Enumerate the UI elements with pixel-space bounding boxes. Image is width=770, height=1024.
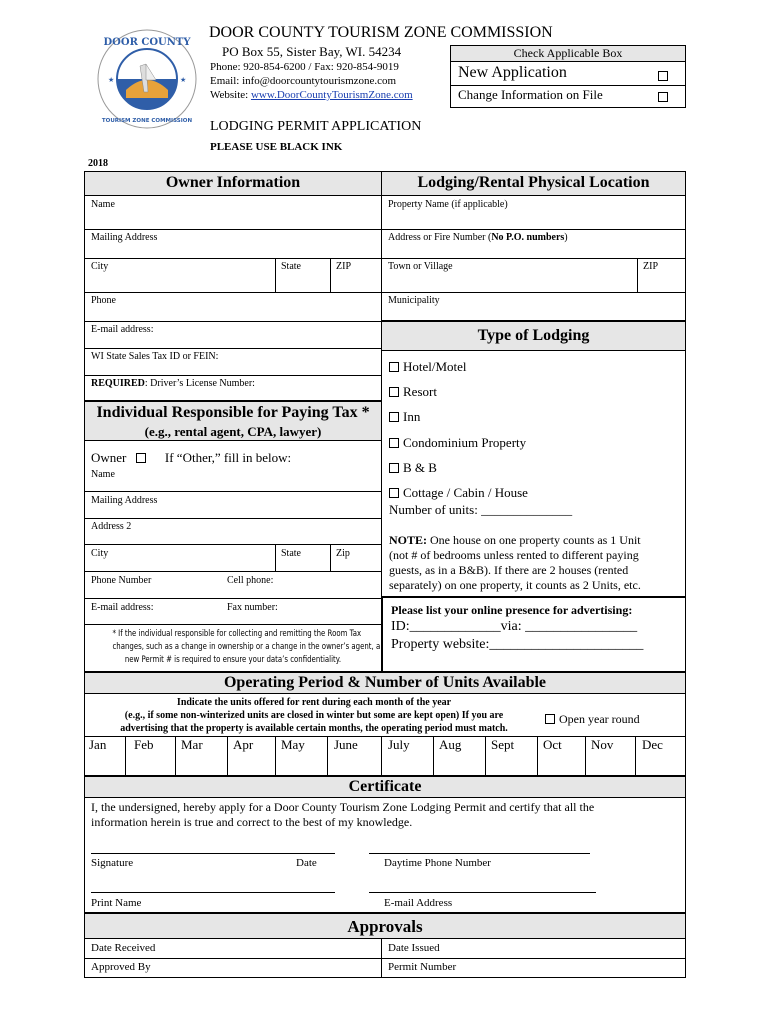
month-nov[interactable]: [586, 736, 636, 776]
form-year: 2018: [88, 158, 108, 169]
bnb-label: B & B: [403, 460, 437, 475]
month-may[interactable]: [276, 736, 328, 776]
logo-text-bottom: TOURISM ZONE COMMISSION: [101, 118, 193, 124]
month-oct[interactable]: [538, 736, 586, 776]
logo: [96, 28, 198, 130]
approved-by-field[interactable]: Approved By: [91, 961, 151, 973]
open-year-round-label: Open year round: [559, 712, 640, 726]
month-label: Apr: [233, 737, 254, 752]
inn-label: Inn: [403, 409, 421, 424]
month-label: May: [281, 737, 305, 752]
org-phone-fax: Phone: 920-854-6200 / Fax: 920-854-9019: [210, 61, 399, 73]
form-title: LODGING PERMIT APPLICATION: [210, 119, 422, 134]
resort-checkbox[interactable]: [389, 387, 399, 397]
org-name: DOOR COUNTY TOURISM ZONE COMMISSION: [209, 24, 553, 41]
month-label: July: [388, 737, 410, 752]
owner-option: [91, 450, 291, 466]
website-link[interactable]: www.DoorCountyTourismZone.com: [250, 89, 413, 101]
license-label: : Driver’s License Number:: [144, 378, 255, 389]
instructions-line-3: advertising that the property is available certain months, the operating period must match.: [120, 723, 508, 734]
print-name-label: Print Name: [91, 897, 142, 909]
date-label: Date: [296, 857, 317, 869]
certificate-email-label: E-mail Address: [384, 897, 453, 909]
daytime-phone-line[interactable]: [369, 853, 590, 854]
email-line[interactable]: [369, 892, 596, 893]
check-box-title: Check Applicable Box: [451, 46, 685, 62]
lodging-note: [389, 533, 641, 593]
month-label: Nov: [591, 737, 614, 752]
month-apr[interactable]: [228, 736, 276, 776]
footnote-line-2: changes, such as a change in ownership or a change in the owner’s agent, a: [112, 642, 381, 652]
footnote-line-3: new Permit # is required to ensure your data’s confidentiality.: [124, 655, 342, 665]
permit-number-field[interactable]: Permit Number: [388, 961, 457, 973]
date-received-field[interactable]: Date Received: [91, 942, 156, 954]
open-year-round-checkbox[interactable]: [545, 714, 555, 724]
svg-text:★: ★: [108, 76, 115, 84]
owner-state-field[interactable]: State: [281, 261, 301, 272]
month-july[interactable]: [382, 736, 434, 776]
lodging-type-cottage[interactable]: [389, 485, 528, 501]
cottage-checkbox[interactable]: [389, 488, 399, 498]
month-aug[interactable]: [434, 736, 486, 776]
month-label: Mar: [181, 737, 203, 752]
month-label: Dec: [642, 737, 663, 752]
address-label-suffix: ): [564, 232, 568, 243]
logo-text-top: DOOR COUNTY: [103, 37, 191, 48]
lodging-type-bnb[interactable]: [389, 460, 437, 476]
location-zip-field[interactable]: ZIP: [643, 261, 658, 272]
address-label-bold: No P.O. numbers: [491, 232, 565, 243]
bnb-checkbox[interactable]: [389, 463, 399, 473]
month-label: Aug: [439, 737, 462, 752]
owner-email-field[interactable]: E-mail address:: [91, 324, 154, 335]
org-email: Email: info@doorcountytourismzone.com: [210, 75, 397, 87]
note-label: NOTE:: [389, 533, 428, 547]
town-village-field[interactable]: Town or Village: [388, 261, 453, 272]
month-grid: [84, 736, 686, 776]
date-issued-field[interactable]: Date Issued: [388, 942, 440, 954]
address-label-prefix: Address or Fire Number (: [388, 232, 492, 243]
note-line-1: One house on one property counts as 1 Unit: [427, 533, 641, 547]
owner-phone-field[interactable]: Phone: [91, 295, 116, 306]
new-application-checkbox[interactable]: [658, 71, 668, 81]
individual-cell-field[interactable]: Cell phone:: [227, 575, 274, 586]
number-of-units-field[interactable]: Number of units: ______________: [389, 502, 573, 517]
certificate-line-2: information herein is true and correct to the best of my knowledge.: [91, 815, 413, 829]
individual-fax-field[interactable]: Fax number:: [227, 602, 278, 613]
signature-label: Signature: [91, 857, 134, 869]
month-label: Jan: [89, 737, 107, 752]
location-title: Lodging/Rental Physical Location: [417, 174, 650, 191]
month-label: June: [334, 737, 358, 752]
instructions-line-1: Indicate the units offered for rent during each month of the year: [176, 697, 452, 708]
footnote-line-1: * If the individual responsible for collecting and remitting the Room Tax: [112, 629, 362, 639]
month-feb[interactable]: [126, 736, 176, 776]
certificate-title: Certificate: [348, 778, 422, 795]
individual-name-field[interactable]: Name: [91, 469, 115, 480]
change-info-label: Change Information on File: [458, 87, 603, 102]
open-year-round-option[interactable]: [545, 712, 640, 727]
note-line-3: guests, as in a B&B). If there are 2 houses (rented: [389, 563, 629, 577]
instructions-line-2: (e.g., if some non-winterized units are closed in winter but some are kept open) If you are: [124, 710, 504, 721]
required-label: REQUIRED: [91, 378, 145, 389]
inn-checkbox[interactable]: [389, 412, 399, 422]
month-jan[interactable]: [84, 736, 126, 776]
online-id-field[interactable]: ID:_____________via: ________________: [391, 619, 638, 634]
resort-label: Resort: [403, 384, 437, 399]
certificate-text: [91, 800, 594, 830]
operating-instructions: [84, 696, 544, 735]
note-line-2: (not # of bedrooms unless rented to different paying: [389, 548, 639, 562]
new-application-label: New Application: [458, 64, 567, 81]
owner-license-field[interactable]: [91, 378, 376, 398]
cottage-label: Cottage / Cabin / House: [403, 485, 528, 500]
lodging-type-resort[interactable]: [389, 384, 437, 400]
website-prefix: Website:: [210, 89, 251, 101]
municipality-field[interactable]: Municipality: [388, 295, 440, 306]
individual-address2-field[interactable]: Address 2: [91, 521, 132, 532]
month-sept[interactable]: [486, 736, 538, 776]
property-address-field[interactable]: [388, 232, 680, 256]
owner-tax-id-field[interactable]: WI State Sales Tax ID or FEIN:: [91, 351, 219, 362]
org-address: PO Box 55, Sister Bay, WI. 54234: [222, 44, 402, 59]
check-applicable-box: [450, 45, 686, 108]
hotel-checkbox[interactable]: [389, 362, 399, 372]
condo-checkbox[interactable]: [389, 438, 399, 448]
individual-phone-field[interactable]: Phone Number: [91, 575, 152, 586]
operating-title: Operating Period & Number of Units Available: [223, 674, 547, 691]
property-name-field[interactable]: Property Name (if applicable): [388, 199, 508, 210]
lodging-type-condo[interactable]: [389, 435, 526, 451]
approvals-title: Approvals: [347, 917, 423, 936]
individual-mailing-field[interactable]: Mailing Address: [91, 495, 158, 506]
daytime-phone-label: Daytime Phone Number: [384, 857, 491, 869]
owner-name-field[interactable]: Name: [91, 199, 115, 210]
individual-zip-field[interactable]: Zip: [336, 548, 350, 559]
month-dec[interactable]: [636, 736, 686, 776]
owner-option-checkbox[interactable]: [136, 453, 146, 463]
certificate-line-1: I, the undersigned, hereby apply for a Door County Tourism Zone Lodging Permit and certify that all the: [91, 800, 595, 814]
month-label: Sept: [491, 737, 515, 752]
individual-subtitle: (e.g., rental agent, CPA, lawyer): [144, 424, 322, 439]
month-label: Feb: [134, 737, 154, 752]
individual-state-field[interactable]: State: [281, 548, 301, 559]
month-june[interactable]: [328, 736, 382, 776]
lodging-type-title: Type of Lodging: [477, 327, 590, 344]
owner-zip-field[interactable]: ZIP: [336, 261, 351, 272]
month-mar[interactable]: [176, 736, 228, 776]
ink-note: PLEASE USE BLACK INK: [210, 141, 343, 153]
org-website: [210, 89, 413, 101]
change-info-checkbox[interactable]: [658, 92, 668, 102]
print-name-line[interactable]: [91, 892, 335, 893]
hotel-label: Hotel/Motel: [403, 359, 467, 374]
individual-title: Individual Responsible for Paying Tax *: [96, 404, 370, 421]
lodging-type-hotel[interactable]: [389, 359, 467, 375]
owner-mailing-field[interactable]: Mailing Address: [91, 232, 158, 243]
other-option-label: If “Other,” fill in below:: [164, 450, 292, 465]
signature-line[interactable]: [91, 853, 335, 854]
owner-option-label: Owner: [91, 450, 127, 465]
condo-label: Condominium Property: [403, 435, 527, 450]
individual-email-field[interactable]: E-mail address:: [91, 602, 154, 613]
owner-title: Owner Information: [165, 174, 301, 191]
note-line-4: separately) on one property, it counts as 2 Units, etc.: [389, 578, 641, 592]
lodging-type-inn[interactable]: [389, 409, 420, 425]
month-label: Oct: [543, 737, 562, 752]
individual-city-field[interactable]: City: [91, 548, 109, 559]
online-presence-title: Please list your online presence for advertising:: [391, 603, 633, 617]
property-website-field[interactable]: Property website:______________________: [391, 637, 644, 652]
svg-text:★: ★: [180, 76, 187, 84]
individual-footnote: [112, 628, 381, 667]
owner-city-field[interactable]: City: [91, 261, 109, 272]
